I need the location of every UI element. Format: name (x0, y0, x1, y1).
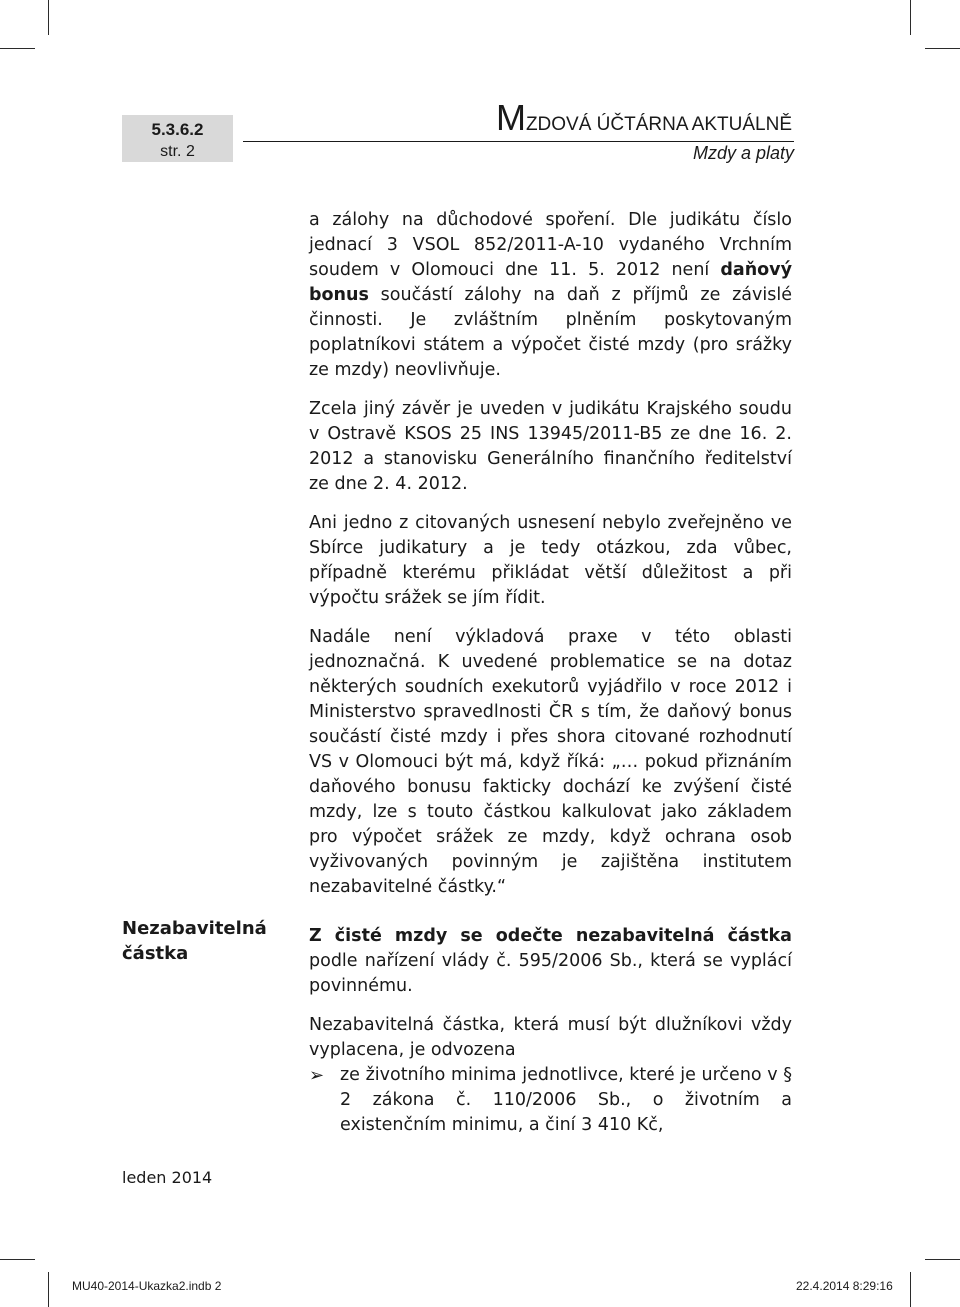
running-title-initial: M (495, 97, 526, 138)
arrowhead-bullet-icon: ➢ (309, 1065, 325, 1086)
paragraph: Nadále není výkladová praxe v této oblasti jednoznačná. K uvedené problematice se na dotaz některých soudních exekutorů vyjádřilo v roce 2012 i Ministerstvo spravedlnosti ČR s tím, že daňový bonus součástí čisté mzdy i přes shora citované rozhodnutí VS v Olomouci být má, když říká: „… pokud přiznáním daňového bonusu fakticky dochází ke zvýšení čisté mzdy, lze s touto částkou kalkulovat jako základem pro výpočet srážek ze mzdy, když ochrana osob vyživovaných povinným je zajištěna institutem nezabavitelné částky.“ (309, 627, 792, 897)
paragraph: Ani jedno z citovaných usnesení nebylo zveřejněno ve Sbírce judikatury a je tedy otázkou, zda vůbec, případně kterému přikládat větší důležitost a při výpočtu srážek se jím řídit. (309, 513, 792, 608)
crop-mark (0, 1259, 35, 1260)
list-item (309, 1063, 792, 1138)
paragraph: Zcela jiný závěr je uveden v judikátu Krajského soudu v Ostravě KSOS 25 INS 13945/2011-B5 ze dne 16. 2. 2012 a stanovisku Generálního finančního ředitelství ze dne 2. 4. 2012. (309, 399, 792, 494)
paragraph-text: a zálohy na důchodové spoření. Dle judikátu číslo jednací 3 VSOL 852/2011-A-10 vydaného Vrchním soudem v Olomouci dne 11. 5. 2012 není (309, 210, 792, 280)
crop-mark (48, 0, 49, 35)
section-number: 5.3.6.2 (151, 120, 204, 139)
running-title (495, 97, 792, 138)
footer-date: leden 2014 (122, 1168, 213, 1187)
bold-term: daňový bonus (309, 260, 792, 305)
paragraph-text: součástí zálohy na daň z příjmů ze závislé činnosti. Je zvláštním plněním poskytovaným poplatníkovi státem a výpočet čisté mzdy (pro srážky ze mzdy) neovlivňuje. (309, 285, 792, 380)
crop-mark (910, 0, 911, 35)
side-label-nezabavitelna: Nezabavitelná částka (122, 918, 267, 964)
bold-lead: Z čisté mzdy se odečte nezabavitelná částka (309, 926, 792, 946)
list-intro: Nezabavitelná částka, která musí být dlužníkovi vždy vyplacena, je odvozena (309, 1015, 792, 1060)
paragraph-text: podle nařízení vlády č. 595/2006 Sb., která se vyplácí povinnému. (309, 951, 792, 996)
crop-mark (925, 48, 960, 49)
header-rule (243, 141, 794, 142)
running-title-rest: ZDOVÁ ÚČTÁRNA AKTUÁLNĚ (525, 114, 792, 135)
page-label: str. 2 (160, 143, 195, 160)
list-item-text: ze životního minima jednotlivce, které je určeno v § 2 zákona č. 110/2006 Sb., o životním a existenčním minimu, a činí 3 410 Kč, (340, 1065, 792, 1135)
paragraph (309, 208, 792, 383)
crop-mark (925, 1259, 960, 1260)
section-badge (122, 115, 233, 162)
crop-mark (0, 48, 35, 49)
print-slug-timestamp: 22.4.2014 8:29:16 (796, 1279, 893, 1293)
paragraph (309, 924, 792, 999)
crop-mark (48, 1272, 49, 1307)
crop-mark (910, 1272, 911, 1307)
running-subtitle: Mzdy a platy (692, 143, 794, 163)
bullet-list (309, 1063, 792, 1138)
main-text-column (309, 208, 792, 1138)
print-slug-file: MU40-2014-Ukazka2.indb 2 (72, 1279, 222, 1293)
